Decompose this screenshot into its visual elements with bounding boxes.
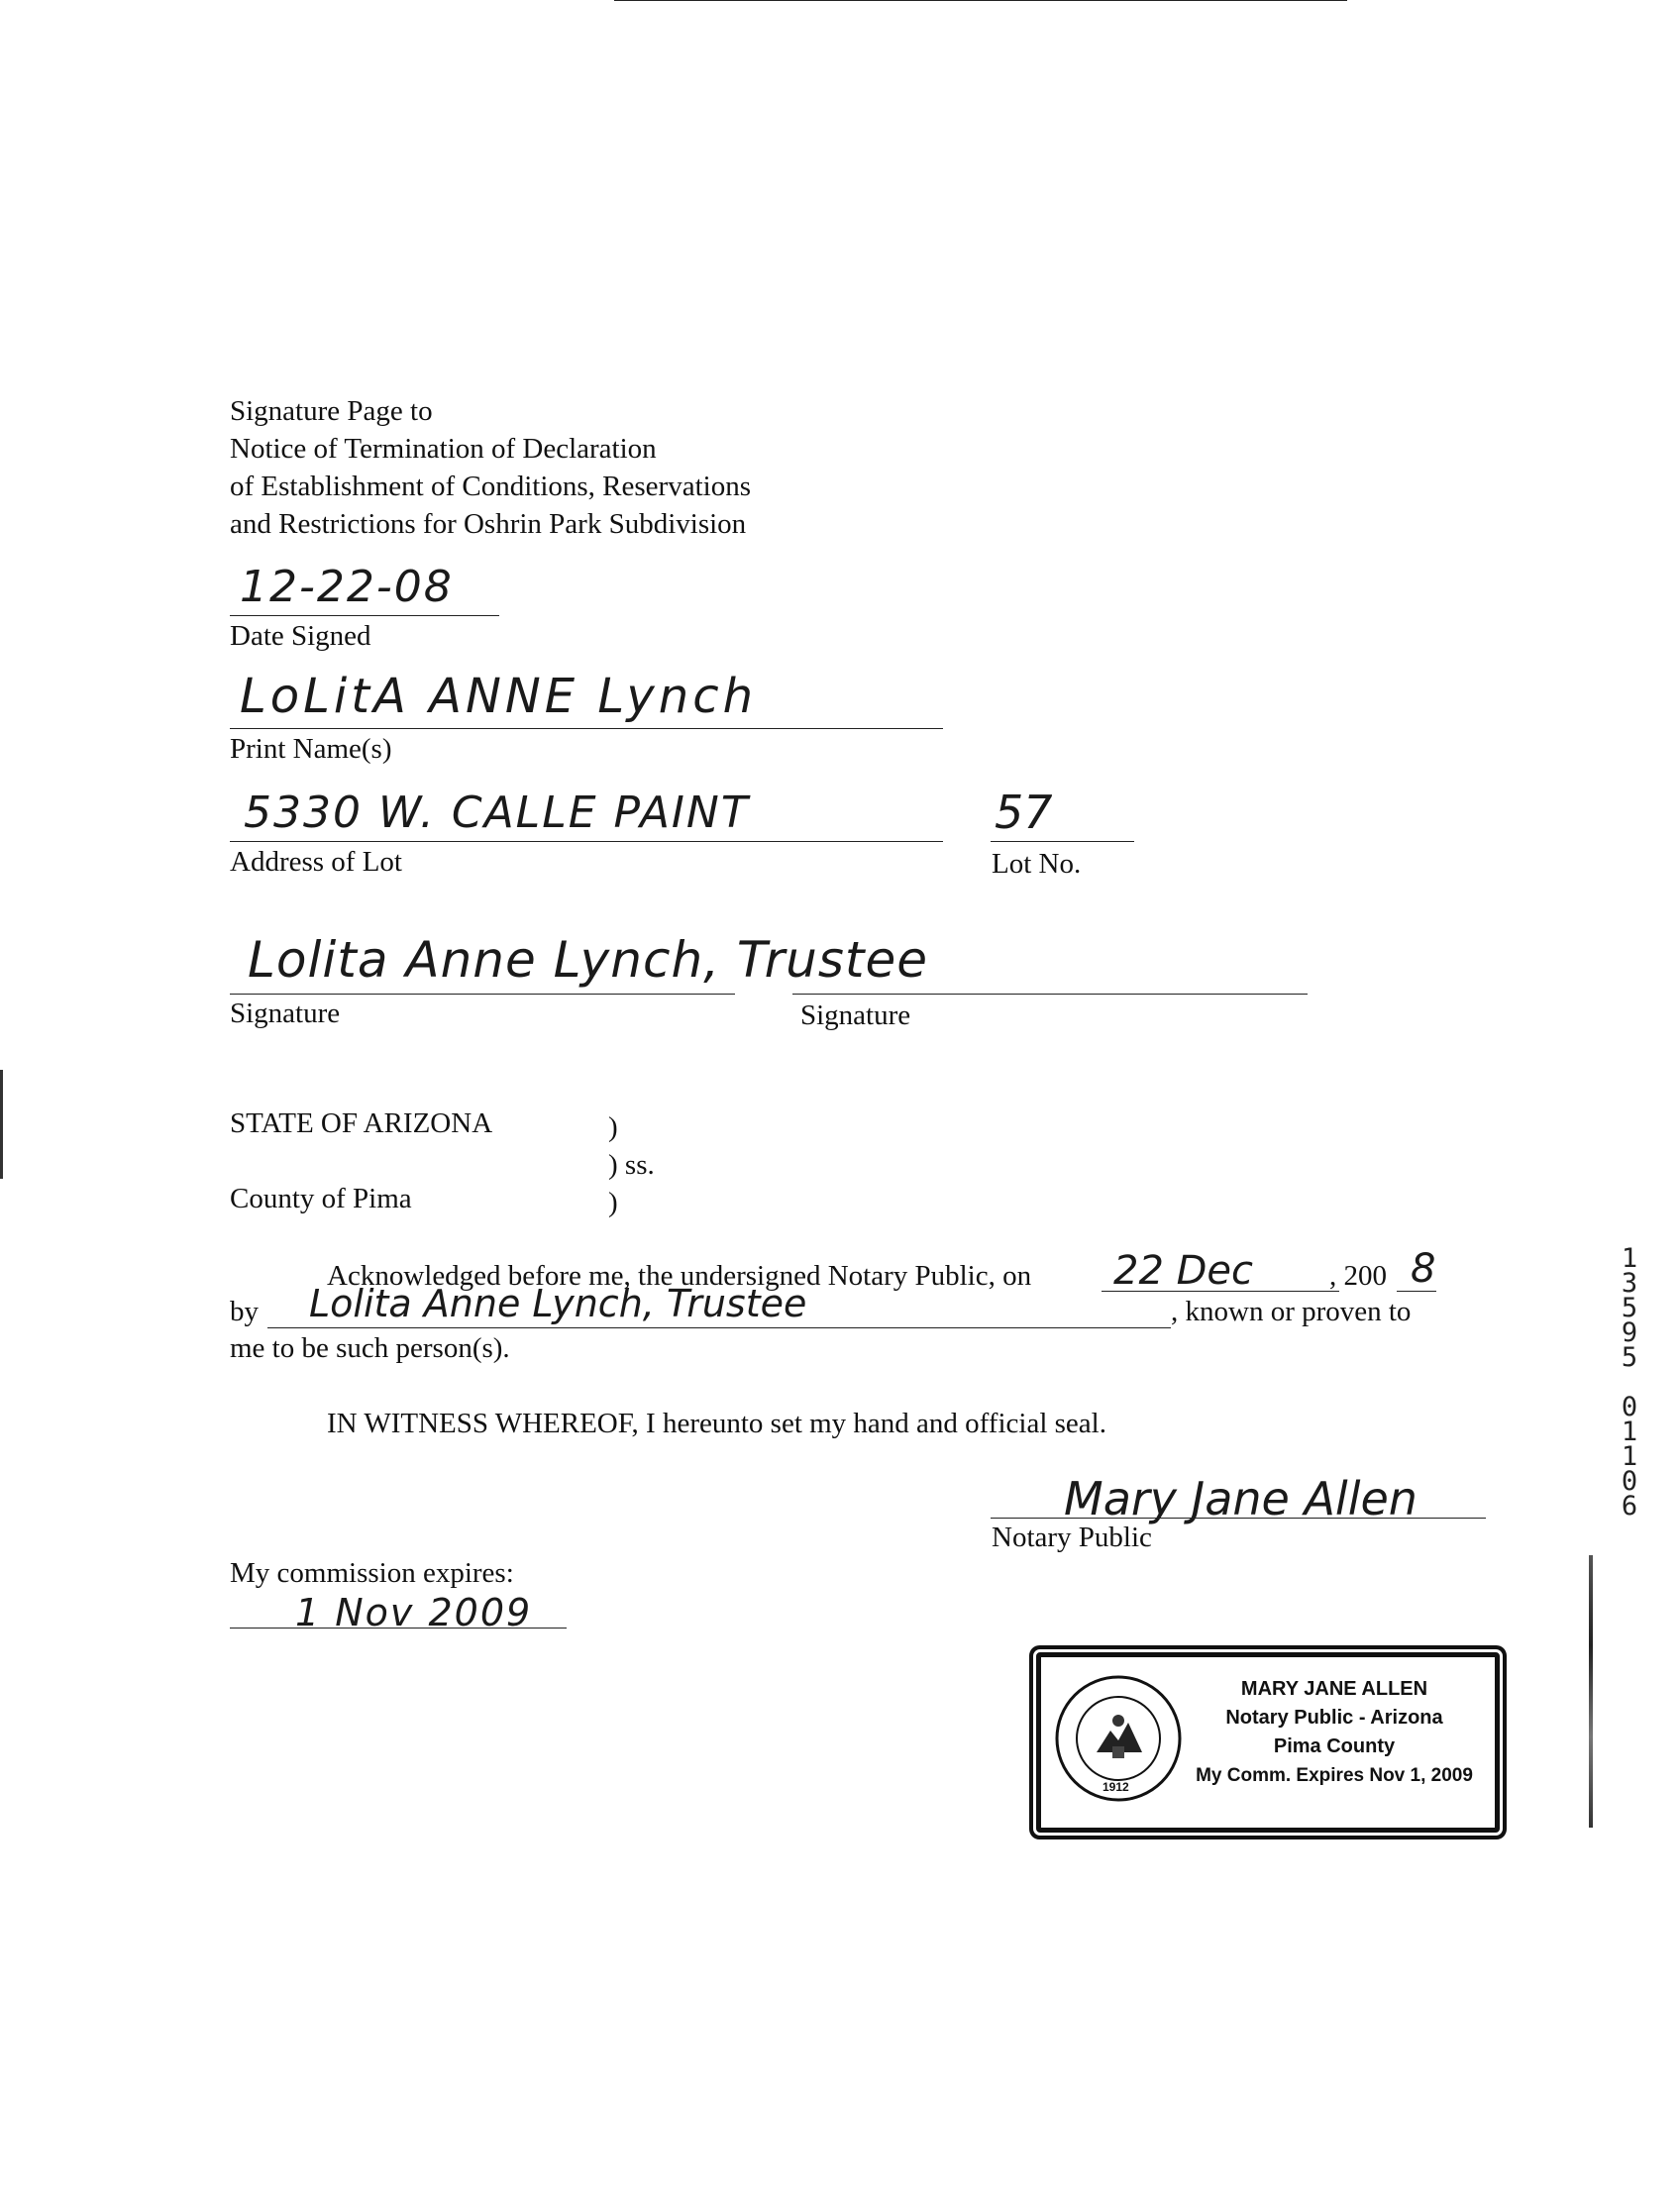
rec-digit: 5 bbox=[1621, 1293, 1638, 1323]
ack-date-value: 22 Dec bbox=[1113, 1248, 1254, 1294]
commission-line bbox=[230, 1628, 567, 1629]
stamp-text bbox=[1180, 1675, 1489, 1790]
signature-1-value: Lolita Anne Lynch, Trustee bbox=[248, 931, 929, 989]
witness-statement: IN WITNESS WHEREOF, I hereunto set my hand and official seal. bbox=[327, 1408, 1106, 1439]
rec-digit: 6 bbox=[1621, 1491, 1638, 1522]
ack-year-digit: 8 bbox=[1411, 1246, 1436, 1292]
address-line bbox=[230, 841, 943, 842]
ack-line-3: me to be such person(s). bbox=[230, 1332, 510, 1364]
stamp-line-name: MARY JANE ALLEN bbox=[1240, 1678, 1428, 1700]
header-line-4: and Restrictions for Oshrin Park Subdivision bbox=[230, 508, 747, 540]
rec-digit: 1 bbox=[1621, 1243, 1638, 1274]
ack-by-label: by bbox=[230, 1296, 259, 1327]
notary-signature: Mary Jane Allen bbox=[1064, 1472, 1418, 1525]
seal-text bbox=[1043, 1659, 1044, 1660]
ack-line-1: Acknowledged before me, the undersigned Notary Public, on bbox=[327, 1260, 1032, 1292]
date-signed-value: 12-22-08 bbox=[240, 562, 454, 612]
rec-digit: 3 bbox=[1621, 1268, 1638, 1299]
signature-1-line bbox=[230, 994, 735, 995]
recording-number bbox=[1615, 1243, 1644, 1522]
print-name-label: Print Name(s) bbox=[230, 733, 392, 765]
header-line-2: Notice of Termination of Declaration bbox=[230, 433, 657, 465]
venue-state: STATE OF ARIZONA bbox=[230, 1107, 493, 1139]
venue-paren-1: ) bbox=[608, 1111, 618, 1143]
rec-digit: 0 bbox=[1621, 1392, 1638, 1422]
top-scan-line bbox=[614, 0, 1347, 1]
notary-label: Notary Public bbox=[992, 1522, 1152, 1553]
venue-paren-3: ) bbox=[608, 1187, 618, 1218]
lot-no-line bbox=[991, 841, 1134, 842]
rec-digit: 5 bbox=[1621, 1342, 1638, 1373]
lot-no-label: Lot No. bbox=[992, 848, 1082, 880]
stamp-line-expires: My Comm. Expires Nov 1, 2009 bbox=[1196, 1765, 1473, 1786]
stamp-line-title: Notary Public - Arizona bbox=[1225, 1707, 1443, 1729]
commission-label: My commission expires: bbox=[230, 1557, 514, 1589]
date-signed-line bbox=[230, 615, 499, 616]
signature-1-label: Signature bbox=[230, 998, 341, 1029]
seal-year: 1912 bbox=[1102, 1780, 1129, 1794]
rec-digit: 1 bbox=[1621, 1441, 1638, 1472]
ack-person-value: Lolita Anne Lynch, Trustee bbox=[309, 1282, 807, 1325]
ack-date-line bbox=[1102, 1291, 1339, 1292]
header-line-1: Signature Page to bbox=[230, 395, 433, 427]
commission-value: 1 Nov 2009 bbox=[295, 1591, 533, 1634]
signature-2-label: Signature bbox=[800, 999, 911, 1031]
ack-known-suffix: , known or proven to bbox=[1171, 1296, 1412, 1327]
header-line-3: of Establishment of Conditions, Reservations bbox=[230, 471, 751, 502]
binding-mark bbox=[1589, 1555, 1593, 1828]
lot-no-value: 57 bbox=[995, 786, 1053, 839]
notary-stamp bbox=[1036, 1652, 1500, 1833]
rec-digit: 1 bbox=[1621, 1417, 1638, 1447]
address-value: 5330 W. CALLE PAINT bbox=[244, 788, 750, 838]
left-edge-mark bbox=[0, 1070, 3, 1179]
ack-year-prefix: , 200 bbox=[1329, 1260, 1387, 1292]
rec-digit: 0 bbox=[1621, 1466, 1638, 1497]
venue-county: County of Pima bbox=[230, 1183, 412, 1214]
print-name-value: LoLitA ANNE Lynch bbox=[240, 669, 758, 724]
address-label: Address of Lot bbox=[230, 846, 402, 878]
notary-line bbox=[991, 1518, 1486, 1519]
stamp-line-county: Pima County bbox=[1273, 1735, 1396, 1757]
venue-ss: ) ss. bbox=[608, 1149, 655, 1181]
ack-person-line bbox=[267, 1327, 1171, 1328]
date-signed-label: Date Signed bbox=[230, 620, 371, 652]
rec-digit: 9 bbox=[1621, 1317, 1638, 1348]
ack-year-line bbox=[1397, 1291, 1436, 1292]
print-name-line bbox=[230, 728, 943, 729]
signature-2-line bbox=[792, 994, 1308, 995]
